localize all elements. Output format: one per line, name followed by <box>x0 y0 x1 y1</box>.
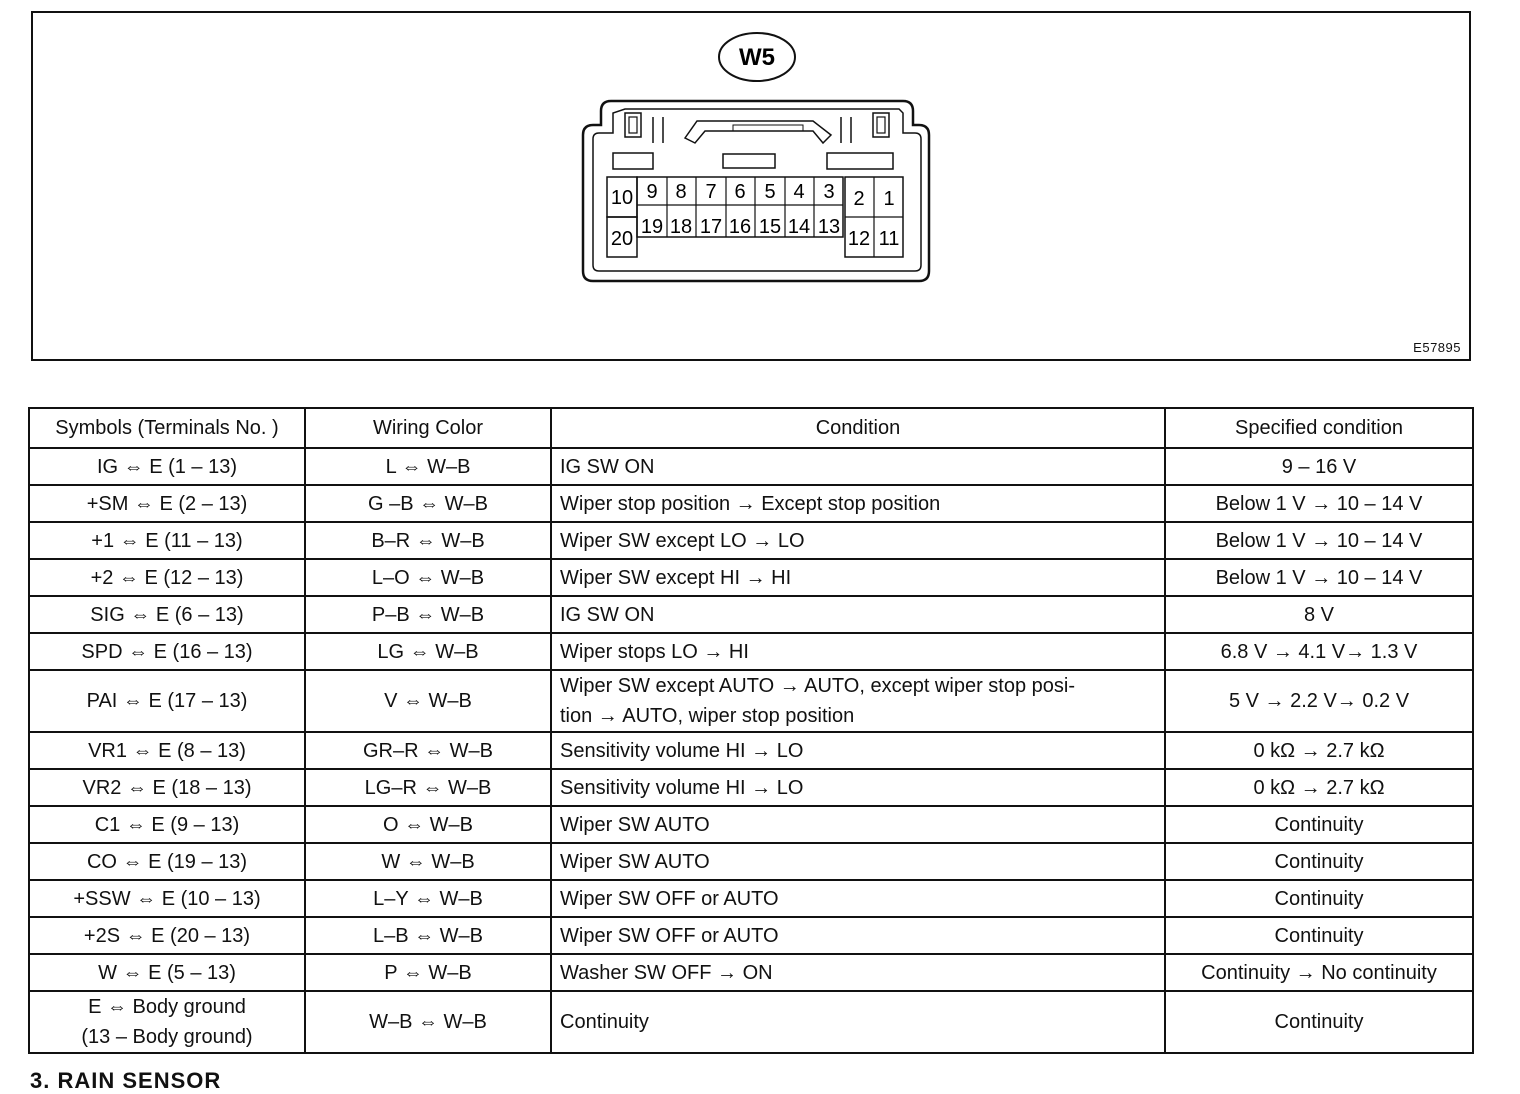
table-row <box>29 954 1473 991</box>
connector-label: W5 <box>739 44 775 71</box>
table-row <box>29 633 1473 670</box>
table-row <box>29 880 1473 917</box>
symbol-line: (13 – Body ground) <box>81 1026 253 1048</box>
wiring-color-cell: B–R ⇔ W–B <box>305 522 551 559</box>
spec-cell: Below 1 V → 10 – 14 V <box>1165 559 1473 596</box>
pin-4: 4 <box>793 181 805 203</box>
pin-11: 11 <box>878 228 900 250</box>
pin-19: 19 <box>640 216 664 238</box>
wiring-color-cell: L–Y ⇔ W–B <box>305 880 551 917</box>
pin-5: 5 <box>764 181 776 203</box>
condition-cell: Sensitivity volume HI → LO <box>551 769 1165 806</box>
table-header-row <box>29 408 1473 448</box>
symbol-cell: CO ⇔ E (19 – 13) <box>29 843 305 880</box>
terminal-spec-table <box>28 407 1474 1054</box>
symbol-cell: +2 ⇔ E (12 – 13) <box>29 559 305 596</box>
wiring-color-cell: L ⇔ W–B <box>305 448 551 485</box>
pin-6: 6 <box>734 181 746 203</box>
spec-cell: Continuity <box>1165 843 1473 880</box>
wiring-color-cell: L–B ⇔ W–B <box>305 917 551 954</box>
pin-13: 13 <box>817 216 841 238</box>
symbol-cell: VR1 ⇔ E (8 – 13) <box>29 732 305 769</box>
symbol-cell: SPD ⇔ E (16 – 13) <box>29 633 305 670</box>
pin-1: 1 <box>883 188 895 210</box>
table-row <box>29 769 1473 806</box>
spec-cell: 8 V <box>1165 596 1473 633</box>
connector-diagram <box>33 13 1473 363</box>
table-row <box>29 732 1473 769</box>
condition-cell: Wiper SW AUTO <box>551 806 1165 843</box>
condition-cell: Wiper stop position → Except stop position <box>551 485 1165 522</box>
table-row <box>29 485 1473 522</box>
condition-cell: Wiper SW except HI → HI <box>551 559 1165 596</box>
symbol-cell: SIG ⇔ E (6 – 13) <box>29 596 305 633</box>
spec-cell: Continuity <box>1165 991 1473 1053</box>
wiring-color-cell: L–O ⇔ W–B <box>305 559 551 596</box>
wiring-color-cell: V ⇔ W–B <box>305 670 551 732</box>
spec-cell: 9 – 16 V <box>1165 448 1473 485</box>
symbol-cell: IG ⇔ E (1 – 13) <box>29 448 305 485</box>
header-condition: Condition <box>551 408 1165 448</box>
table-row <box>29 522 1473 559</box>
wiring-color-cell: W–B ⇔ W–B <box>305 991 551 1053</box>
table-row <box>29 596 1473 633</box>
spec-cell: Below 1 V → 10 – 14 V <box>1165 485 1473 522</box>
symbol-cell: W ⇔ E (5 – 13) <box>29 954 305 991</box>
condition-line: Wiper SW except AUTO → AUTO, except wiper stop posi- <box>560 675 1075 697</box>
condition-cell: Washer SW OFF → ON <box>551 954 1165 991</box>
pin-2: 2 <box>853 188 865 210</box>
pin-15: 15 <box>758 216 782 238</box>
next-section-heading: 3. RAIN SENSOR <box>30 1068 222 1093</box>
symbol-cell <box>29 991 305 1053</box>
condition-cell: Sensitivity volume HI → LO <box>551 732 1165 769</box>
wiring-color-cell: P ⇔ W–B <box>305 954 551 991</box>
connector-housing-inner <box>593 109 921 271</box>
spec-cell: Continuity <box>1165 806 1473 843</box>
spec-cell: 0 kΩ → 2.7 kΩ <box>1165 732 1473 769</box>
spec-cell: 6.8 V → 4.1 V→ 1.3 V <box>1165 633 1473 670</box>
table-row <box>29 559 1473 596</box>
symbol-line: E ⇔ Body ground <box>88 996 246 1018</box>
condition-cell: IG SW ON <box>551 448 1165 485</box>
spec-cell: Continuity → No continuity <box>1165 954 1473 991</box>
condition-cell: Continuity <box>551 991 1165 1053</box>
header-specified-condition: Specified condition <box>1165 408 1473 448</box>
pin-20: 20 <box>610 228 634 250</box>
table-row <box>29 448 1473 485</box>
pin-10: 10 <box>610 187 634 209</box>
table-row <box>29 806 1473 843</box>
pin-8: 8 <box>675 181 687 203</box>
wiring-color-cell: P–B ⇔ W–B <box>305 596 551 633</box>
header-symbols: Symbols (Terminals No. ) <box>29 408 305 448</box>
condition-cell: IG SW ON <box>551 596 1165 633</box>
condition-cell: Wiper SW except LO → LO <box>551 522 1165 559</box>
symbol-cell: +SSW ⇔ E (10 – 13) <box>29 880 305 917</box>
spec-cell: 0 kΩ → 2.7 kΩ <box>1165 769 1473 806</box>
wiring-color-cell: G –B ⇔ W–B <box>305 485 551 522</box>
symbol-cell: +1 ⇔ E (11 – 13) <box>29 522 305 559</box>
symbol-cell: PAI ⇔ E (17 – 13) <box>29 670 305 732</box>
pin-12: 12 <box>847 228 871 250</box>
condition-line: tion → AUTO, wiper stop position <box>560 705 855 727</box>
pin-16: 16 <box>728 216 752 238</box>
condition-cell: Wiper SW AUTO <box>551 843 1165 880</box>
symbol-cell: +2S ⇔ E (20 – 13) <box>29 917 305 954</box>
pin-9: 9 <box>646 181 658 203</box>
symbol-cell: +SM ⇔ E (2 – 13) <box>29 485 305 522</box>
table-row <box>29 843 1473 880</box>
pin-17: 17 <box>699 216 723 238</box>
pin-7: 7 <box>705 181 717 203</box>
wiring-color-cell: LG ⇔ W–B <box>305 633 551 670</box>
symbol-cell: VR2 ⇔ E (18 – 13) <box>29 769 305 806</box>
condition-cell <box>551 670 1165 732</box>
pin-3: 3 <box>823 181 835 203</box>
wiring-color-cell: LG–R ⇔ W–B <box>305 769 551 806</box>
symbol-cell: C1 ⇔ E (9 – 13) <box>29 806 305 843</box>
table-row <box>29 991 1473 1053</box>
spec-cell: Below 1 V → 10 – 14 V <box>1165 522 1473 559</box>
connector-figure <box>31 11 1471 361</box>
spec-cell: Continuity <box>1165 880 1473 917</box>
wiring-color-cell: W ⇔ W–B <box>305 843 551 880</box>
condition-cell: Wiper stops LO → HI <box>551 633 1165 670</box>
wiring-color-cell: O ⇔ W–B <box>305 806 551 843</box>
table-row <box>29 917 1473 954</box>
header-wiring-color: Wiring Color <box>305 408 551 448</box>
condition-cell: Wiper SW OFF or AUTO <box>551 880 1165 917</box>
spec-cell: Continuity <box>1165 917 1473 954</box>
table-row <box>29 670 1473 732</box>
pin-18: 18 <box>669 216 693 238</box>
spec-cell: 5 V → 2.2 V→ 0.2 V <box>1165 670 1473 732</box>
pin-14: 14 <box>787 216 811 238</box>
condition-cell: Wiper SW OFF or AUTO <box>551 917 1165 954</box>
pin-grid <box>607 177 903 257</box>
figure-code: E57895 <box>1413 340 1461 355</box>
wiring-color-cell: GR–R ⇔ W–B <box>305 732 551 769</box>
